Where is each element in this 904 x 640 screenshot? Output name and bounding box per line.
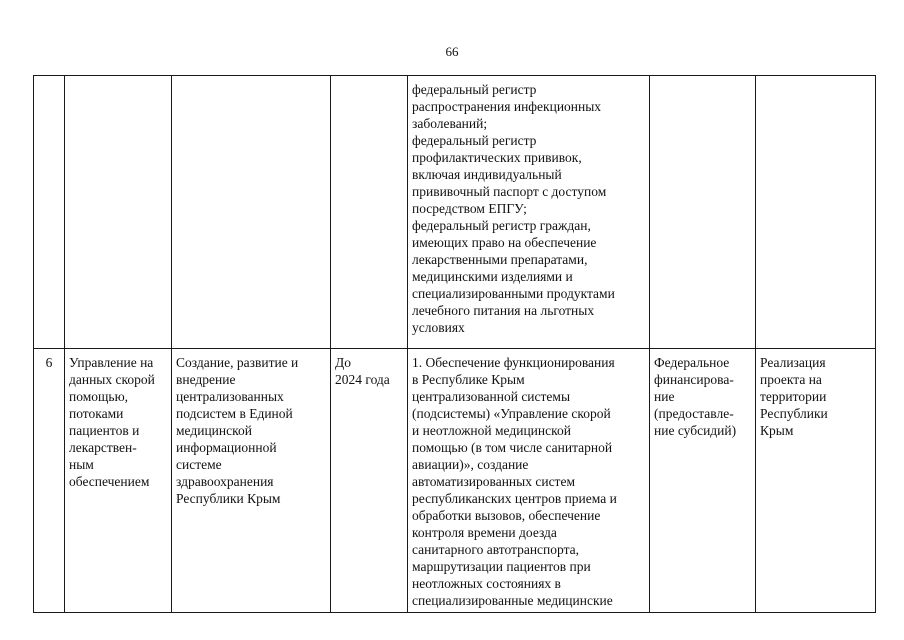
result-line: проекта на [760,372,822,387]
task-line: информационной [176,440,277,455]
content-line: специализированными продуктами [412,286,615,301]
table-row-6 [34,349,876,613]
cell-direction [65,349,172,613]
content-line: санитарного автотранспорта, [412,542,580,557]
direction-line: ным [69,457,94,472]
task-line: внедрение [176,372,236,387]
content-line: автоматизированных систем [412,474,575,489]
cell-task [172,349,331,613]
content-line: лечебного питания на льготных [412,303,595,318]
task-line: подсистем в Единой [176,406,293,421]
direction-line: потоками [69,406,124,421]
task-line: здравоохранения [176,474,274,489]
content-line: централизованной системы [412,389,571,404]
content-line: в Республике Крым [412,372,525,387]
cell-direction [65,76,172,349]
content-line: 1. Обеспечение функционирования [412,355,615,370]
result-line: Реализация [760,355,826,370]
task-line: Создание, развитие и [176,355,299,370]
page-number: 66 [445,44,459,59]
content-line: включая индивидуальный [412,167,562,182]
content-line: маршрутизации пациентов при [412,559,591,574]
content-line: условиях [412,320,465,335]
content-line: федеральный регистр [412,82,537,97]
content-line: контроля времени доезда [412,525,557,540]
cell-result [756,349,876,613]
cell-task [172,76,331,349]
table-row-continuation [34,76,876,349]
deadline-line: 2024 года [335,372,390,387]
direction-line: помощью, [69,389,129,404]
content-line: специализированные медицинские [412,593,613,608]
content-line: распространения инфекционных [412,99,602,114]
content-line: лекарственными препаратами, [412,252,588,267]
content-line: и неотложной медицинской [412,423,571,438]
content-line: авиации)», создание [412,457,529,472]
content-line: медицинскими изделиями и [412,269,573,284]
deadline-line: До [335,355,351,370]
direction-line: обеспечением [69,474,150,489]
result-line: Республики [760,406,828,421]
content-line: неотложных состояниях в [412,576,561,591]
result-line: территории [760,389,827,404]
cell-content [408,349,650,613]
cell-content [408,76,650,349]
direction-line: Управление на [69,355,154,370]
content-line: (подсистемы) «Управление скорой [412,406,611,421]
financing-line: ние [654,389,675,404]
content-line: заболеваний; [412,116,488,131]
financing-line: ние субсидий) [654,423,737,438]
cell-number: 6 [34,349,65,613]
document-table [33,75,876,613]
content-line: помощью (в том числе санитарной [412,440,613,455]
cell-deadline [331,76,408,349]
task-line: централизованных [176,389,284,404]
task-line: медицинской [176,423,252,438]
cell-financing [650,76,756,349]
result-line: Крым [760,423,794,438]
content-line: обработки вызовов, обеспечение [412,508,601,523]
direction-line: лекарствен- [69,440,137,455]
cell-result [756,76,876,349]
task-line: Республики Крым [176,491,281,506]
content-line: федеральный регистр [412,133,537,148]
cell-financing [650,349,756,613]
content-line: прививочный паспорт с доступом [412,184,607,199]
cell-number [34,76,65,349]
cell-deadline [331,349,408,613]
content-line: республиканских центров приема и [412,491,617,506]
content-line: посредством ЕПГУ; [412,201,527,216]
financing-line: финансирова- [654,372,734,387]
direction-line: пациентов и [69,423,140,438]
content-line: федеральный регистр граждан, [412,218,591,233]
financing-line: (предоставле- [654,406,734,421]
financing-line: Федеральное [654,355,730,370]
direction-line: данных скорой [69,372,155,387]
content-line: профилактических прививок, [412,150,582,165]
content-line: имеющих право на обеспечение [412,235,597,250]
task-line: системе [176,457,222,472]
